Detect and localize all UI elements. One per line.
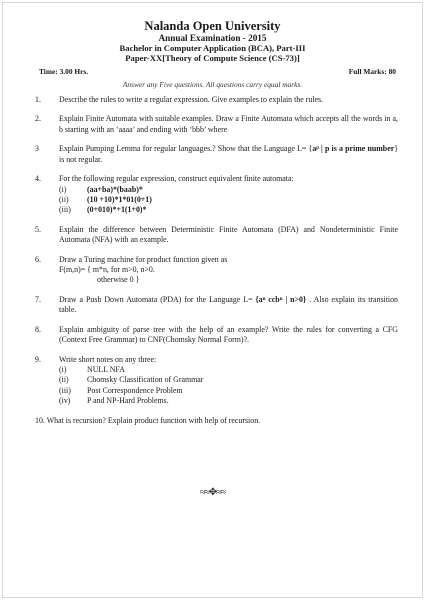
question-text: Describe the rules to write a regular expression. Give examples to explain the rules.	[59, 95, 324, 104]
question-number: 8.	[35, 324, 41, 334]
question-5	[35, 225, 398, 246]
sub-item-text: NULL NFA	[87, 365, 125, 375]
question-3	[35, 144, 398, 165]
sub-item-numeral: (iv)	[59, 396, 71, 406]
question-9	[35, 355, 398, 407]
question-4	[35, 174, 398, 216]
question-number: 9.	[35, 354, 41, 364]
sub-item-text: (aa+ba)*(baab)*	[87, 184, 143, 194]
question-text: Explain ambiguity of parse tree with the help of an example? Write the rules for converting a CFG (Context Free Grammar) to CNF(Chomsky Normal Form)?.	[59, 324, 398, 345]
sub-item-text: Chomsky Classification of Grammar	[87, 375, 204, 385]
question-text-end: . Also explain its transition table.	[59, 294, 398, 315]
sub-item	[59, 365, 398, 375]
question-text: For the following regular expression, construct equivalent finite automata:	[59, 174, 294, 184]
university-name: Nalanda Open University	[144, 19, 281, 33]
question-number: 1.	[35, 95, 41, 104]
question-text-end: } is not regular.	[59, 144, 398, 164]
question-number: 2.	[35, 114, 41, 124]
language-definition: aᵖ | p is a prime number	[312, 144, 395, 154]
sub-item-text: Post Correspondence Problem	[87, 385, 183, 395]
full-marks: Full Marks: 80	[348, 66, 396, 76]
sub-item-text: P and NP-Hard Problems.	[87, 396, 169, 406]
function-definition: F(m,n)= { m*n, for m>0, n>0.	[59, 265, 155, 275]
question-text: Explain Pumping Lemma for regular languages.? Show that the Language L= {	[59, 144, 313, 154]
instructions: Answer any Five questions. All questions carry equal marks.	[122, 79, 303, 89]
question-6	[35, 255, 398, 286]
question-number: 4.	[35, 174, 41, 184]
question-number: 7.	[35, 294, 41, 304]
sub-item-numeral: (ii)	[59, 375, 69, 385]
question-text: Draw a Turing machine for product function given as	[59, 254, 228, 264]
question-text: Explain the difference between Deterministic Finite Automata (DFA) and Nondeterministic Finite Automata (NFA) with an example.	[59, 224, 398, 245]
question-text: Draw a Push Down Automata (PDA) for the Language L=	[59, 294, 256, 304]
question-2	[35, 114, 398, 135]
sub-item-numeral: (i)	[59, 184, 67, 194]
sub-item	[59, 386, 398, 396]
question-list	[35, 95, 398, 435]
exam-title: Annual Examination - 2015	[158, 33, 267, 44]
sub-item-numeral: (iii)	[59, 385, 71, 395]
sub-item	[59, 396, 398, 406]
sub-item	[59, 195, 398, 205]
exam-meta	[3, 67, 422, 79]
question-text: Write short notes on any three:	[59, 354, 157, 364]
function-otherwise: otherwise 0 }	[97, 275, 140, 285]
language-definition: {aⁿ ccbⁿ | n>0}	[255, 294, 307, 304]
exam-paper	[2, 2, 423, 598]
sub-item	[59, 185, 398, 195]
sub-item	[59, 375, 398, 385]
question-number: 6.	[35, 254, 41, 264]
paper-header	[3, 19, 422, 64]
sub-item	[59, 205, 398, 215]
sub-item-numeral: (i)	[59, 365, 67, 375]
question-number: 5.	[35, 224, 41, 234]
question-1	[35, 95, 398, 105]
question-10	[35, 416, 398, 426]
question-7	[35, 295, 398, 316]
paper-title: Paper-XX[Theory of Compute Science (CS-73)]	[125, 52, 300, 63]
course-title: Bachelor in Computer Application (BCA), Part-III	[119, 42, 306, 53]
end-ornament-icon: ≈≈✥≈≈	[199, 487, 226, 498]
question-text: 10. What is recursion? Explain product function with help of recursion.	[35, 415, 261, 425]
question-text: Explain Finite Automata with suitable examples. Draw a Finite Automata which accepts all the words in a, b starting with an ‘aaaa’ and ending with ‘bbb’ where	[59, 114, 398, 134]
sub-item-text: (10 +10)*1*01(0+1)	[87, 194, 152, 204]
question-8	[35, 325, 398, 346]
sub-item-numeral: (ii)	[59, 194, 69, 204]
sub-item-numeral: (iii)	[59, 205, 71, 215]
question-number: 3	[35, 144, 39, 154]
sub-item-text: (0+010)*+1(1+0)*	[87, 205, 147, 215]
time-allowed: Time: 3.00 Hrs.	[39, 66, 89, 76]
